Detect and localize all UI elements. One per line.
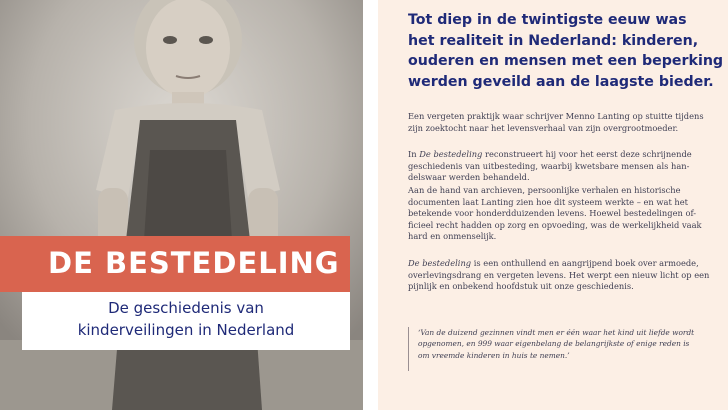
headline-line: Tot diep in de twintigste eeuw was [408,12,687,28]
paragraph-archives [408,185,708,243]
book-title-italic: De bestedeling [419,149,483,159]
cover-subtitle-line-2: kinderveilingen in Nederland [77,321,295,339]
paragraph-line: pijnlijk en onbekend hoofdstuk uit onze geschiedenis. [408,281,634,292]
paragraph-line [408,149,708,161]
paragraph-line: zijn zoektocht naar het levensverhaal van zijn overgrootmoeder. [408,122,679,133]
cover-title-band [0,236,350,292]
text-fragment: is een onthullend en aangrijpend boek over armoede, [471,258,699,268]
book-back-cover [378,0,728,410]
headline-line: het realiteit in Nederland: kinderen, [408,32,699,49]
paragraph-line: hard en onmenselijk. [408,231,497,242]
headline-line: ouderen en mensen met een beperking [408,53,724,69]
paragraph-line [408,258,708,270]
text-fragment: reconstrueert hij voor het eerst deze schrijnende [482,149,692,159]
cover-subtitle-line-1: De geschiedenis van [108,299,264,317]
paragraph-reconstruction [408,149,708,184]
paragraph-line: betekende voor honderdduizenden levens. Hoewel bestedelingen of- [408,208,697,219]
headline-line: werden geveild aan de laagste bieder. [408,73,714,90]
paragraph-line: geschiedenis van uitbesteding, waarbij kwetsbare mensen als han- [408,160,690,171]
book-front-cover [0,0,363,410]
quote-line: opgenomen, en 999 waar eigenbelang de belangrijkste of enige reden is [418,339,690,349]
paragraph-intro [408,111,708,134]
cover-title: DE BESTEDELING [48,246,340,280]
paragraph-line: documenten laat Lanting zien hoe dit systeem werkte – en wat het [408,196,689,207]
pull-quote [408,327,708,371]
panel-divider [363,0,378,410]
paragraph-line: Aan de hand van archieven, persoonlijke verhalen en historische [408,185,681,195]
paragraph-summary [408,258,708,293]
back-headline [408,10,728,92]
paragraph-line: overlevingsdrang en vergeten levens. Het werpt een nieuw licht op een [408,269,710,280]
paragraph-line: ficieel recht hadden op zorg en opvoeding, was de werkelijkheid vaak [408,219,702,230]
cover-subtitle-band [22,292,350,350]
paragraph-line: delswaar werden behandeld. [408,172,530,183]
book-title-italic: De bestedeling [408,258,472,268]
text-fragment: In [408,149,420,159]
quote-line: om vreemde kinderen in huis te nemen.’ [418,350,570,360]
paragraph-line: Een vergeten praktijk waar schrijver Menno Lanting op stuitte tijdens [408,111,704,121]
quote-line: ‘Van de duizend gezinnen vindt men er één waar het kind uit liefde wordt [418,328,695,337]
